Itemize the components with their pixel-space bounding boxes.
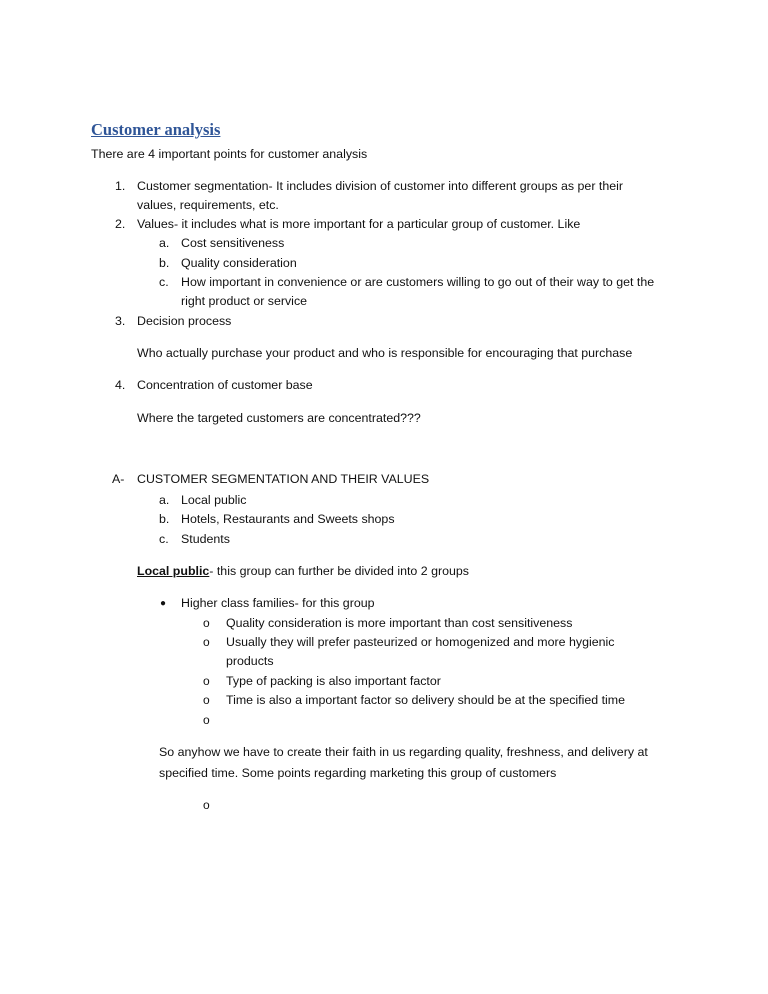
sub-list-text: right product or service [181,294,308,308]
circle-bullet-icon: o [203,616,210,630]
list-item-note: Where the targeted customers are concentrated??? [137,411,421,425]
sub-list-marker: a. [159,493,170,507]
nested-bullet-text: Time is also a important factor so delivery should be at the specified time [226,693,625,707]
sub-list-text: Cost sensitiveness [181,236,285,250]
list-item-text: Customer segmentation- It includes division of customer into different groups as per their [137,179,623,193]
sub-list-text: Hotels, Restaurants and Sweets shops [181,512,395,526]
page-title: Customer analysis [91,120,221,139]
sub-list-marker: b. [159,512,170,526]
circle-bullet-icon: o [203,713,210,727]
local-public-text: - this group can further be divided into 2 groups [209,564,469,578]
sub-list-text: How important in convenience or are customers willing to go out of their way to get the [181,275,655,289]
list-number: 2. [115,217,126,231]
intro-text: There are 4 important points for customer analysis [91,147,368,161]
nested-bullet-text: products [226,654,274,668]
list-item-text: Concentration of customer base [137,378,313,392]
list-item-text: Decision process [137,314,232,328]
list-item-note: Who actually purchase your product and who is responsible for encouraging that purchase [137,346,633,360]
sub-list-marker: c. [159,275,169,289]
summary-text: So anyhow we have to create their faith in us regarding quality, freshness, and delivery at [159,745,648,759]
list-item-text: Values- it includes what is more important for a particular group of customer. Like [137,217,581,231]
summary-text: specified time. Some points regarding marketing this group of customers [159,766,557,780]
nested-bullet-text: Type of packing is also important factor [226,674,441,688]
circle-bullet-icon: o [203,798,210,812]
circle-bullet-icon: o [203,674,210,688]
sub-list-marker: b. [159,256,170,270]
list-number: 3. [115,314,126,328]
list-number: 1. [115,179,126,193]
bullet-icon: ● [160,598,167,609]
nested-bullet-text: Quality consideration is more important than cost sensitiveness [226,616,573,630]
circle-bullet-icon: o [203,635,210,649]
sub-list-marker: c. [159,532,169,546]
section-heading: CUSTOMER SEGMENTATION AND THEIR VALUES [137,472,430,486]
sub-list-text: Quality consideration [181,256,297,270]
sub-list-text: Students [181,532,230,546]
local-public-label: Local public [137,564,210,578]
list-item-text: values, requirements, etc. [137,198,279,212]
circle-bullet-icon: o [203,693,210,707]
section-marker: A- [112,472,125,486]
local-public-paragraph [137,562,469,581]
sub-list-marker: a. [159,236,170,250]
sub-list-text: Local public [181,493,247,507]
nested-bullet-text: Usually they will prefer pasteurized or homogenized and more hygienic [226,635,615,649]
list-number: 4. [115,378,126,392]
bullet-text: Higher class families- for this group [181,596,375,610]
